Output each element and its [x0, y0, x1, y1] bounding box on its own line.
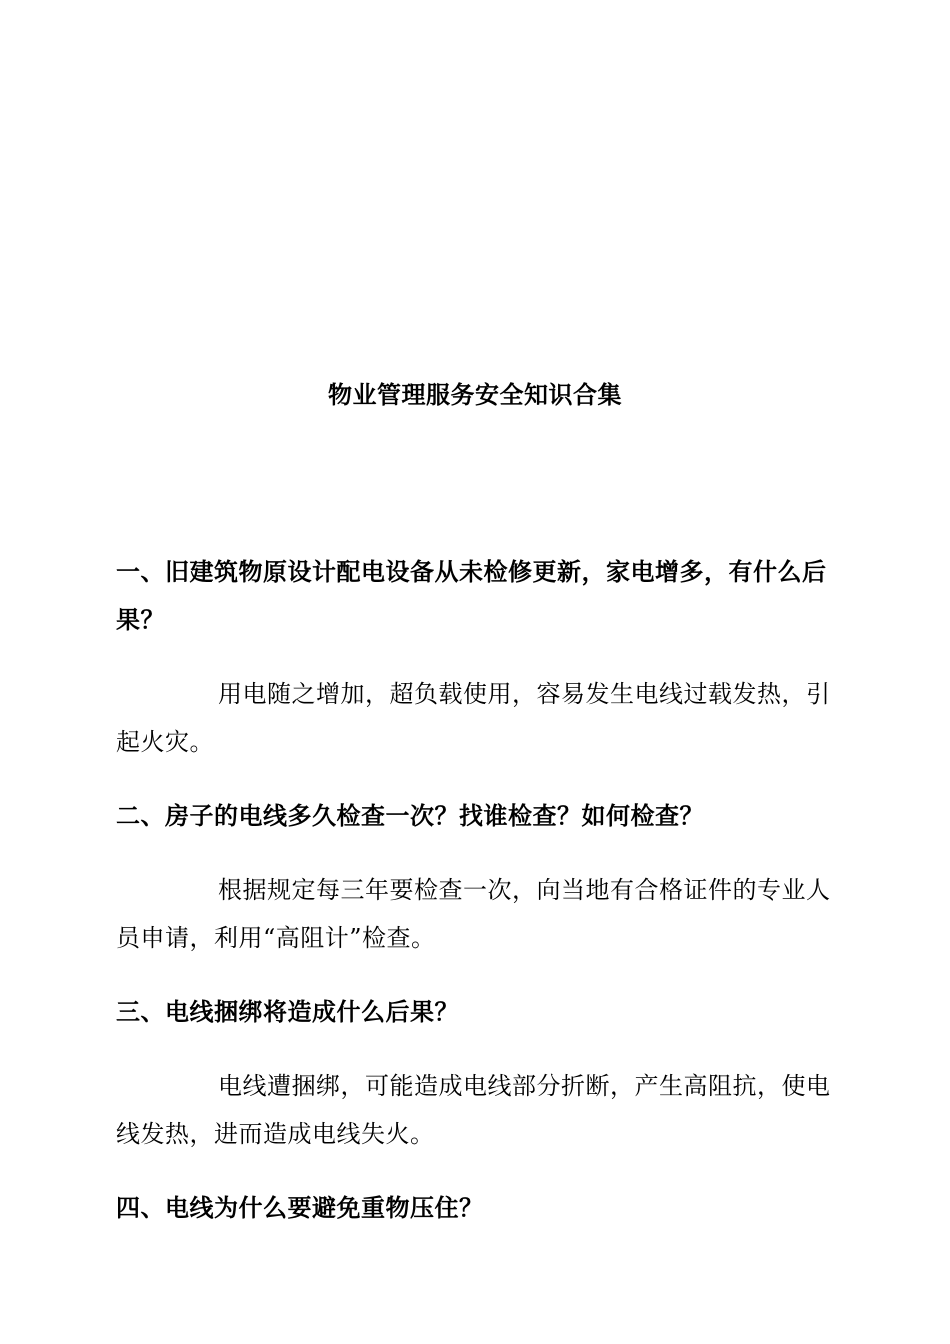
document-body — [116, 548, 832, 1232]
section-3-question: 三、电线捆绑将造成什么后果？ — [116, 997, 459, 1026]
section-3-answer: 电线遭捆绑，可能造成电线部分折断，产生高阻抗，使电线发热，进而造成电线失火。 — [116, 1072, 831, 1148]
section-1-question: 一、旧建筑物原设计配电设备从未检修更新，家电增多，有什么后果？ — [116, 557, 827, 634]
document-title: 物业管理服务安全知识合集 — [328, 380, 622, 409]
section-1-answer: 用电随之增加，超负载使用，容易发生电线过载发热，引起火灾。 — [116, 680, 831, 756]
section-2-question: 二、房子的电线多久检查一次？找谁检查？如何检查？ — [116, 801, 704, 830]
section-4-question: 四、电线为什么要避免重物压住？ — [116, 1193, 484, 1222]
section-2-answer: 根据规定每三年要检查一次，向当地有合格证件的专业人员申请，利用“高阻计”检查。 — [116, 876, 831, 952]
